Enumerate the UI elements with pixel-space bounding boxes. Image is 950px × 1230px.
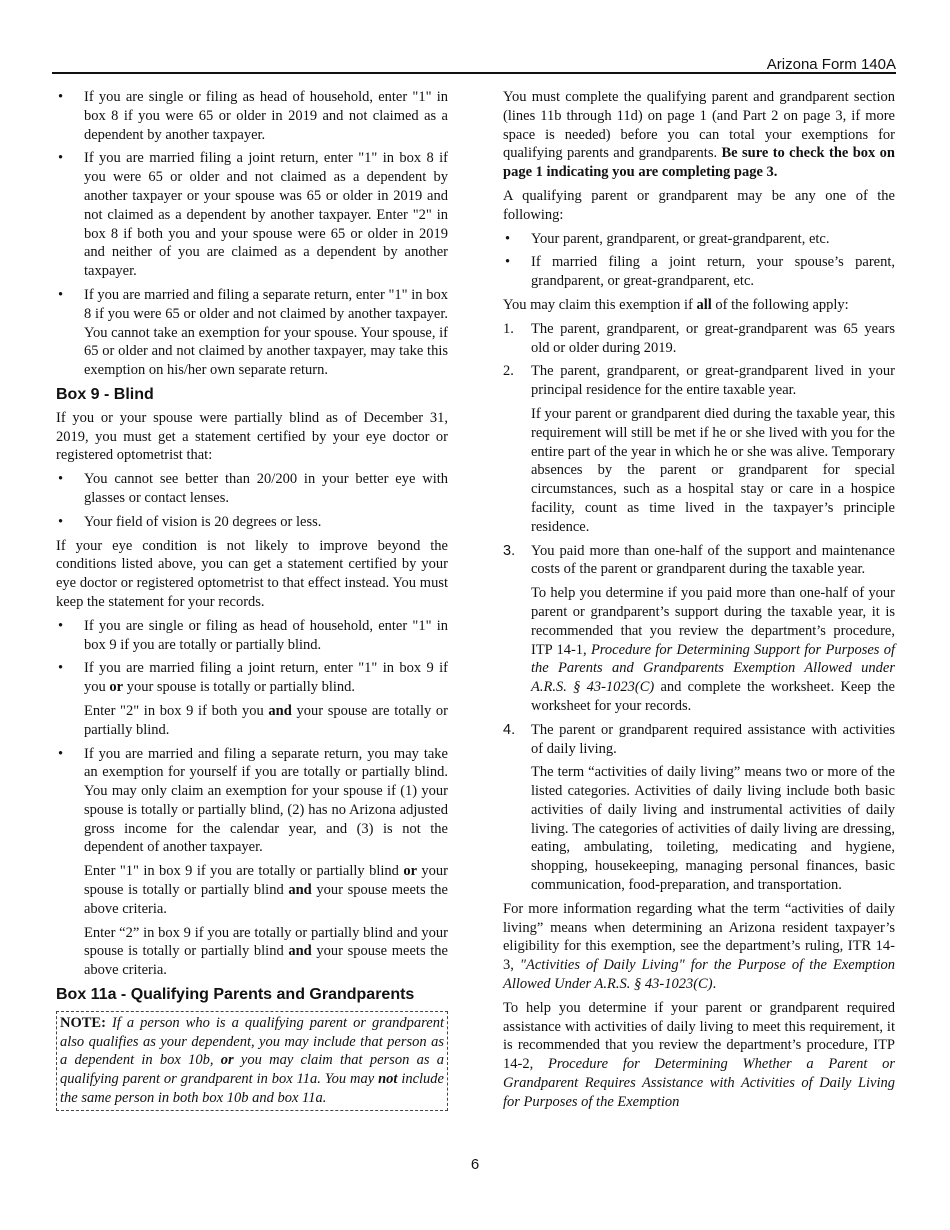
claim-conditions-intro: You may claim this exemption if all of the following apply:	[503, 296, 849, 313]
box9-criteria-field: • Your field of vision is 20 degrees or less.	[58, 513, 322, 530]
qualifying-section-intro: You must complete the qualifying parent and grandparent section (lines 11b through 11d) on page 1 (and Part 2 on page 3, if more space is needed) before you can total your exemptions for qualifying parents and grandparents. Be sure to check the box on page 1 indicating you are completing page 3.	[503, 89, 895, 181]
qualify-bullet-spouse: • If married filing a joint return, your spouse’s parent, grandparent, or great-grandparent, etc.	[505, 254, 895, 290]
more-info-paragraph: For more information regarding what the term “activities of daily living” means when determining an Arizona resident taxpayer’s eligibility for this exemption, see the department’s ruling, ITR 14-3, "Activities of Daily Living" for the Purpose of the Exemption Allowed Under A.R.S. § 43-1023(C).	[503, 900, 895, 993]
bullet-icon: •	[58, 617, 64, 634]
condition-2: 2. The parent, grandparent, or great-grandparent lived in your principal residence for the entire taxable year.	[503, 363, 895, 399]
help-paragraph: To help you determine if your parent or grandparent required assistance with activities of daily living to meet this requirement, it is recommended that you review the department’s procedure, ITP 14-2, Procedure for Determining Whether a Parent or Grandparent Requires Assistance with Activities of Daily Living for Purposes of the Exemption	[503, 999, 895, 1110]
box9-joint-both: Enter "2" in box 9 if both you and your spouse are totally or partially blind.	[84, 702, 448, 738]
box9-criteria-acuity: • You cannot see better than 20/200 in your better eye with glasses or contact lenses.	[58, 471, 448, 506]
condition-3: 3. You paid more than one-half of the support and maintenance costs of the parent or grandparent during the taxable year.	[503, 542, 895, 578]
condition-4-detail: The term “activities of daily living” means two or more of the listed categories. Activities of daily living include both basic activities of daily living and instrumental activities of daily living. The categories of activities of daily living are dressing, eating, ambulating, toileting, medicating and hygiene, shopping, housekeeping, managing personal finances, basic communication, food-preparation, and transportation.	[531, 764, 895, 894]
left-column	[56, 88, 448, 1111]
box9-separate-enter2: Enter “2” in box 9 if you are totally or partially blind and your spouse is totally or partially blind and your spouse meets the above criteria.	[84, 924, 448, 979]
bullet-icon: •	[58, 150, 64, 167]
box9-bullet-joint: • If you are married filing a joint return, enter "1" in box 9 if you or your spouse is totally or partially blind.	[58, 660, 448, 696]
qualify-bullet-own: • Your parent, grandparent, or great-grandparent, etc.	[505, 230, 830, 247]
bullet-icon: •	[505, 230, 511, 247]
box11a-heading: Box 11a - Qualifying Parents and Grandparents	[56, 986, 415, 1004]
condition-3-detail: To help you determine if you paid more than one-half of your parent or grandparent’s support during the taxable year, it is recommended that you review the department’s procedure, ITP 14-1, Procedure for Determining Support for Purposes of the Parents and Grandparents Exemption Allowed under A.R.S. § 43-1023(C) and complete the worksheet. Keep the worksheet for your records.	[531, 585, 895, 714]
bullet-icon: •	[58, 745, 64, 762]
bullet-icon: •	[58, 89, 64, 105]
condition-1: 1. The parent, grandparent, or great-grandparent was 65 years old or older during 2019.	[503, 320, 895, 356]
bullet-icon: •	[58, 513, 64, 530]
note-box: NOTE: If a person who is a qualifying parent or grandparent also qualifies as your dependent, you may include that person as a dependent in box 10b, or you may claim that person as a qualifying parent or grandparent in box 11a. You may not include the same person in both box 10b and box 11a.	[56, 1011, 448, 1111]
bullet-icon: •	[58, 471, 64, 488]
form-title: Arizona Form 140A	[766, 56, 896, 73]
box8-bullet-separate: • If you are married and filing a separate return, enter "1" in box 8 if you were 65 or older and not claimed by another taxpayer. You cannot take an exemption for your spouse. Your spouse, if 65 or older and not claimed by another taxpayer, may take this exemption on his/her own separate return.	[58, 286, 448, 379]
box9-separate-enter1: Enter "1" in box 9 if you are totally or partially blind or your spouse is totally or partially blind and your spouse meets the above criteria.	[84, 863, 448, 917]
condition-2-detail: If your parent or grandparent died during the taxable year, this requirement will still be met if he or she lived with you for the entire part of the year in which he or she was alive. Temporary absences by the parent or grandparent for special circumstances, such as a hospital stay or care in a hospice facility, count as time lived in the taxpayer’s principle residence.	[531, 405, 895, 535]
box9-heading: Box 9 - Blind	[56, 385, 154, 403]
box8-bullet-joint: • If you are married filing a joint return, enter "1" in box 8 if you were 65 or older and not claimed as a dependent by another taxpayer or your spouse was 65 or older in 2019 and not claimed as a dependent by another taxpayer. Enter "2" in box 8 if both you and your spouse were 65 or older in 2019 and neither of you are claimed as a dependent by another taxpayer.	[58, 150, 448, 280]
bullet-icon: •	[58, 660, 64, 677]
box8-bullet-single: • If you are single or filing as head of household, enter "1" in box 8 if you were 65 or older in 2019 and not claimed as a dependent by another taxpayer.	[58, 89, 448, 143]
right-column	[503, 88, 895, 1117]
bullet-icon: •	[505, 254, 511, 271]
header-divider	[52, 72, 896, 74]
box9-bullet-single: • If you are single or filing as head of household, enter "1" in box 9 if you are totally or partially blind.	[58, 617, 448, 653]
box9-condition: If your eye condition is not likely to improve beyond the conditions listed above, you can get a statement certified by your eye doctor or registered optometrist to that effect instead. You must keep the statement for your records.	[56, 537, 448, 610]
bullet-icon: •	[58, 286, 64, 303]
condition-4: 4. The parent or grandparent required assistance with activities of daily living.	[503, 721, 895, 757]
box9-intro: If you or your spouse were partially blind as of December 31, 2019, you must get a statement certified by your eye doctor or registered optometrist that:	[56, 409, 448, 464]
qualifying-intro: A qualifying parent or grandparent may be any one of the following:	[503, 187, 895, 223]
page-number: 6	[470, 1156, 480, 1173]
note-label: NOTE:	[60, 1014, 106, 1031]
box9-bullet-separate: • If you are married and filing a separate return, you may take an exemption for yourself if you are totally or partially blind. You may only claim an exemption for your spouse if (1) your spouse is totally or partially blind, (2) has no Arizona adjusted gross income for the calendar year, and (3) is not the dependent of another taxpayer.	[58, 745, 448, 856]
